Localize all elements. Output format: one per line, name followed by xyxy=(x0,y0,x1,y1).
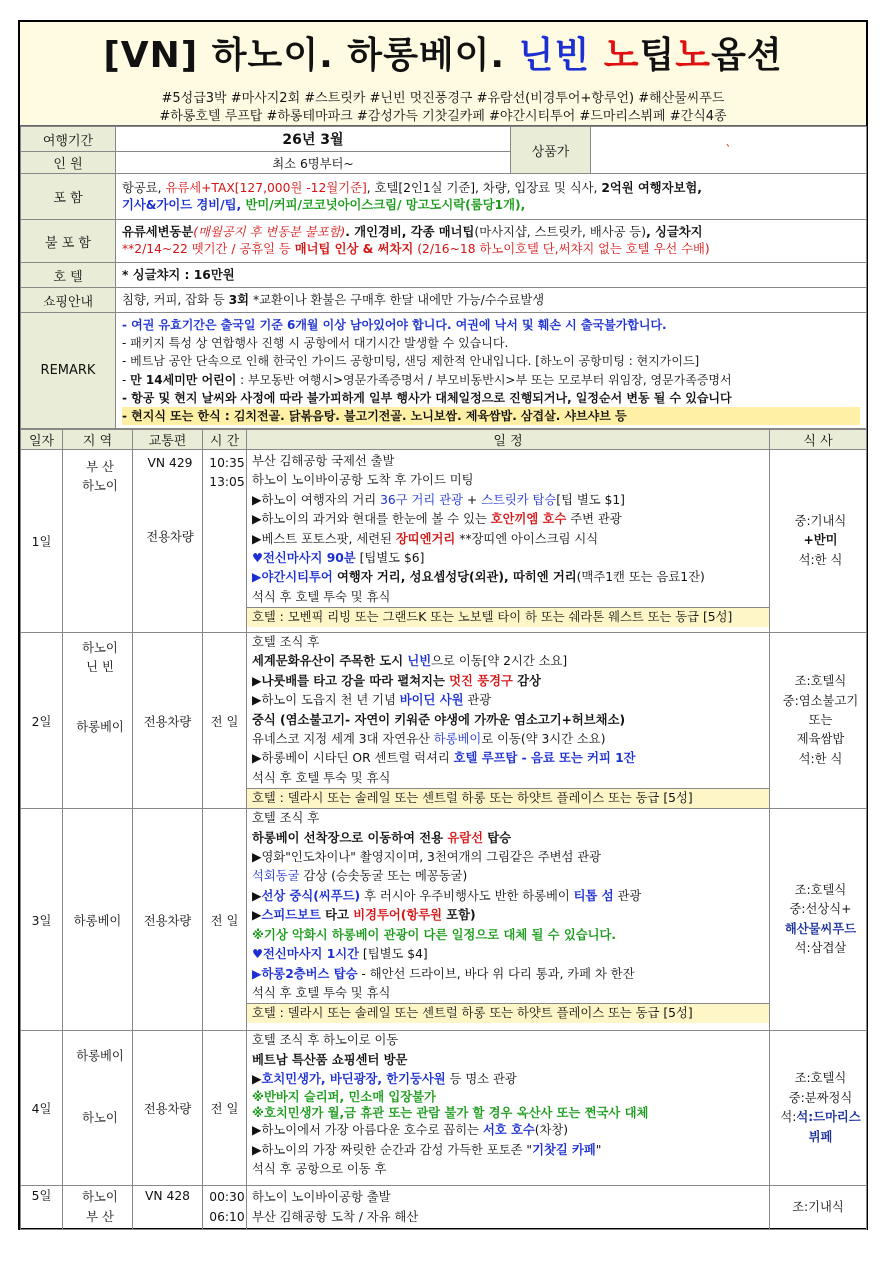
region-cell xyxy=(63,1186,133,1230)
shopping-items: 침향, 커피, 잡화 등 xyxy=(122,292,229,307)
schedule-highlight: 서호 호수 xyxy=(482,1123,535,1138)
exclude-text: . 개인경비, 각종 매너팁 xyxy=(345,225,475,239)
schedule-highlight: ♥전신마사지 1시간 xyxy=(252,947,360,962)
schedule-highlight: 호치민생가, 바딘광장, 한기둥사원 xyxy=(261,1072,446,1087)
title-tip: 팁 xyxy=(639,35,676,76)
dress-code-notice: ※반바지 슬리퍼, 민소매 입장불가 xyxy=(252,1090,436,1105)
col-region: 지 역 xyxy=(63,430,133,450)
include-guide-tip: 기사&가이드 경비/팁, xyxy=(122,197,246,212)
title-part: [VN] 하노이. 하롱베이. xyxy=(103,35,519,76)
schedule-line: 석식 후 호텔 투숙 및 휴식 xyxy=(252,589,391,604)
remark-passport: - 여권 유효기간은 출국일 기준 6개월 이상 남아있어야 합니다. 여권에 낙서 및 훼손 시 출국불가합니다. xyxy=(122,317,667,332)
meal: 조:기내식 xyxy=(770,1186,867,1230)
include-snacks: 반미/커피/코코넛아이스크림/ 망고도시락(룸당1개), xyxy=(245,197,526,212)
exclude-single: , 싱글차지 xyxy=(646,225,703,239)
include-text: 항공료, xyxy=(122,180,166,195)
schedule-text: ▶하노이 여행자의 거리 xyxy=(252,492,381,507)
schedule-highlight: ♥전신마사지 90분 xyxy=(252,551,356,566)
exclude-fuel: 유류세변동분 xyxy=(122,225,194,239)
include-fuel: 유류세+TAX[127,000원 -12월기준] xyxy=(165,180,367,195)
region: 부 산 xyxy=(86,460,114,474)
meal: +반미 xyxy=(803,533,838,548)
region: 하노이 xyxy=(82,479,118,494)
schedule-line: 중식 (염소불고기- 자연이 키워준 야생에 가까운 염소고기+허브채소) xyxy=(252,712,626,727)
schedule-text: - 해안선 드라이브, 바다 위 다리 통과, 카페 차 한잔 xyxy=(357,966,635,981)
schedule-text: 유네스코 지정 세계 3대 자연유산 xyxy=(252,732,434,747)
meal: 중:염소불고기 xyxy=(782,693,859,708)
time-cell xyxy=(203,1186,247,1230)
region: 부 산 xyxy=(86,1209,114,1224)
schedule-text: 하롱베이 선착장으로 이동하여 전용 xyxy=(252,830,448,845)
closure-notice: ※호치민생가 월,금 휴관 또는 관람 불가 할 경우 옥산사 또는 쩐국사 대체 xyxy=(252,1106,649,1121)
region: 하노이 xyxy=(82,1110,118,1125)
schedule-highlight: 유람선 xyxy=(447,830,483,845)
include-value xyxy=(116,174,867,220)
title-space xyxy=(590,35,604,76)
schedule-line: 석식 후 공항으로 이동 후 xyxy=(252,1162,387,1177)
schedule-cell xyxy=(247,1186,770,1230)
weather-notice: ※기상 악화시 하롱베이 관광이 다른 일정으로 대체 될 수 있습니다. xyxy=(252,927,617,942)
remark-waiting: - 패키지 특성 상 연합행사 진행 시 공항에서 대기시간 발생할 수 있습니다. xyxy=(122,336,509,351)
schedule-text: ▶ xyxy=(252,908,262,923)
day-number: 1일 xyxy=(21,450,63,633)
meal-cell xyxy=(770,633,867,809)
col-day: 일자 xyxy=(21,430,63,450)
col-meal: 식 사 xyxy=(770,430,867,450)
exclude-label: 불 포 함 xyxy=(21,220,116,263)
schedule-highlight: 호안끼엠 호수 xyxy=(490,512,567,527)
region: 하노이 xyxy=(82,641,118,655)
schedule-text: ▶하노이에서 가장 아름다운 호수로 꼽히는 xyxy=(252,1123,483,1138)
exclude-surcharge: 매너팁 인상 & 써차지 xyxy=(294,242,414,256)
price-label: 상품가 xyxy=(511,127,591,174)
meal: 중:분짜정식 xyxy=(788,1090,853,1105)
shopping-label: 쇼핑안내 xyxy=(21,288,116,313)
schedule-highlight: 석회동굴 xyxy=(252,869,300,884)
schedule-highlight: ▶야간시티투어 xyxy=(252,570,333,585)
transport: 전용차량 xyxy=(133,1031,203,1186)
schedule-text: 으로 이동[약 2시간 소요] xyxy=(431,654,568,669)
schedule-text: 주변 관광 xyxy=(566,512,622,527)
meal: 중:선상식+ xyxy=(789,902,852,917)
hotel-line: 호텔 : 델라시 또는 솔레일 또는 센트럴 하롱 또는 하얏트 플레이스 또는 동급 [5성] xyxy=(247,788,769,808)
remark-child-docs: : 부모동반 여행시>영문가족증명서 / 부모비동반시>부 또는 모로부터 위임장, 영문가족증명서 xyxy=(236,372,732,387)
schedule-text: ▶ xyxy=(252,888,262,903)
schedule-highlight: 호텔 루프탑 - 음료 또는 커피 1잔 xyxy=(453,751,636,766)
schedule-text: ▶ xyxy=(252,1072,262,1087)
schedule-text: 후 러시아 우주비행사도 반한 하롱베이 xyxy=(360,888,574,903)
schedule-highlight: 티톱 섬 xyxy=(573,888,614,903)
title-ninh-binh: 닌빈 xyxy=(518,35,591,76)
meal: 조:호텔식 xyxy=(794,674,847,689)
exclude-holiday: **2/14~22 뗏기간 / 공휴일 등 xyxy=(122,242,295,256)
time: 10:35 xyxy=(209,456,245,470)
time: 13:05 xyxy=(209,475,245,490)
title-no-1: 노 xyxy=(603,35,640,76)
day-row xyxy=(21,1031,867,1186)
schedule-text: " xyxy=(595,1142,602,1157)
shopping-count: 3회 xyxy=(228,292,250,307)
time-cell xyxy=(203,450,247,633)
schedule-text: [팁별도 $6] xyxy=(355,551,425,566)
hashtag-line-2: #하롱호텔 루프탑 #하롱테마파크 #감성가득 기찻길카페 #야간시티투어 #드마리스뷔페 #간식4종 xyxy=(159,109,727,124)
schedule-text: ▶하노이의 과거와 현대를 한눈에 볼 수 있는 xyxy=(252,512,491,527)
transport: 전용차량 xyxy=(133,633,203,809)
schedule-cell xyxy=(247,633,770,809)
schedule-line: 호텔 조식 후 xyxy=(252,635,320,649)
schedule-text: (차창) xyxy=(534,1123,569,1138)
meal: 또는 xyxy=(808,712,833,727)
title-no-2: 노 xyxy=(675,35,712,76)
schedule-line: 부산 김해공항 국제선 출발 xyxy=(252,454,395,468)
schedule-text: ▶하노이의 가장 짜릿한 순간과 감성 가득한 포토존 " xyxy=(252,1142,533,1157)
schedule-text: 타고 xyxy=(320,908,354,923)
schedule-highlight: ▶하롱2층버스 탑승 xyxy=(252,966,358,981)
time: 전 일 xyxy=(203,1031,247,1186)
day-row xyxy=(21,1186,867,1230)
region: 하롱베이 xyxy=(76,719,124,734)
schedule-text: ▶나룻배를 타고 강을 따라 펼쳐지는 xyxy=(252,673,450,688)
schedule-highlight: 36구 거리 관광 xyxy=(380,492,463,507)
page-title xyxy=(20,22,866,90)
col-time: 시 간 xyxy=(203,430,247,450)
exclude-hotel-note: (2/16~18 하노이호텔 단,써챠지 없는 호텔 우선 수배) xyxy=(413,242,710,256)
hotel-label: 호 텔 xyxy=(21,263,116,288)
schedule-highlight: 선상 중식(씨푸드) xyxy=(261,888,361,903)
schedule-highlight: 스피드보트 xyxy=(261,908,321,923)
exclude-value xyxy=(116,220,867,263)
meal: 뷔페 xyxy=(808,1129,833,1144)
region: 하노이 xyxy=(82,1190,118,1205)
hotel-line: 호텔 : 모벤픽 리빙 또는 그랜드K 또는 노보텔 타이 하 또는 쉐라톤 웨스트 또는 동급 [5성] xyxy=(247,607,769,627)
remark-child-dash: - xyxy=(122,372,131,387)
schedule-cell xyxy=(247,450,770,633)
period-value: 26년 3월 xyxy=(116,127,511,152)
day-number: 4일 xyxy=(21,1031,63,1186)
schedule-line: 하노이 노이바이공항 출발 xyxy=(252,1190,391,1205)
remark-guide: - 베트남 공안 단속으로 인해 한국인 가이드 공항미팅, 샌딩 제한적 안내입니다. [하노이 공항미팅 : 현지가이드] xyxy=(122,354,700,369)
schedule-text: (맥주1캔 또는 음료1잔) xyxy=(576,570,705,585)
schedule-line: 부산 김해공항 도착 / 자유 해산 xyxy=(252,1209,419,1224)
include-text: , 호텔[2인1실 기준], 차량, 입장료 및 식사, xyxy=(366,180,602,195)
include-insurance: 2억원 여행자보험, xyxy=(601,180,702,195)
schedule-cell xyxy=(247,1031,770,1186)
schedule-highlight: 하롱베이 xyxy=(433,732,482,747)
schedule-line: ▶영화"인도차이나" 촬영지이며, 3천여개의 그림같은 주변섬 관광 xyxy=(252,850,602,865)
schedule-text: 감상 (승솟동굴 또는 메꽁동굴) xyxy=(299,869,468,884)
day-number: 5일 xyxy=(21,1186,63,1230)
schedule-text: ▶하롱베이 시타딘 OR 센트럴 럭셔리 xyxy=(252,751,454,766)
meal: 중:기내식 xyxy=(794,513,847,528)
meal: 석:한 식 xyxy=(798,751,843,766)
meal: 석:한 식 xyxy=(798,552,843,567)
remark-label: REMARK xyxy=(21,313,116,429)
col-schedule: 일 정 xyxy=(247,430,770,450)
meal: 조:호텔식 xyxy=(794,882,847,897)
schedule-text: 로 이동(약 3시간 소요) xyxy=(481,732,606,747)
title-option: 옵션 xyxy=(711,35,783,76)
schedule-line: 호텔 조식 후 xyxy=(252,811,320,826)
shopping-value xyxy=(116,288,867,313)
schedule-text: [팁 별도 $1] xyxy=(556,492,625,507)
transport: 전용차량 xyxy=(133,809,203,1031)
include-label: 포 함 xyxy=(21,174,116,220)
price-value: ` xyxy=(591,127,867,174)
remark-meals: - 현지식 또는 한식 : 김치전골. 닭볶음탕. 불고기전골. 노니보쌈. 제육쌈밥. 삼겹살. 샤브샤브 등 xyxy=(122,407,860,425)
schedule-text: 감상 xyxy=(512,673,541,688)
flight-number: VN 429 xyxy=(147,456,193,470)
schedule-line: 하노이 노이바이공항 도착 후 가이드 미팅 xyxy=(252,473,474,488)
remark-value xyxy=(116,313,867,429)
schedule-text: 관광 xyxy=(463,693,492,708)
remark-schedule-change: - 항공 및 현지 날씨와 사정에 따라 불가피하게 일부 행사가 대체일정으로 진행되거나, 일정순서 변동 될 수 있습니다 xyxy=(122,390,732,405)
exclude-note: (매월공지 후 변동분 불포함) xyxy=(193,225,346,239)
transport: 전용차량 xyxy=(146,530,194,545)
hashtag-line-1: #5성급3박 #마사지2회 #스트릿카 #닌빈 멋진풍경구 #유람선(비경투어+항루언) #해산물씨푸드 xyxy=(161,91,725,106)
time: 00:30 xyxy=(209,1190,245,1205)
schedule-line: 석식 후 호텔 투숙 및 휴식 xyxy=(252,770,391,785)
schedule-text: ▶하노이 도읍지 천 년 기념 xyxy=(252,693,400,708)
schedule-text: 포함) xyxy=(441,908,476,923)
region-cell xyxy=(63,1031,133,1186)
header xyxy=(20,22,866,126)
region: 닌 빈 xyxy=(86,660,114,675)
schedule-text: 등 명소 관광 xyxy=(445,1072,517,1087)
meal: 해산물씨푸드 xyxy=(784,921,857,936)
schedule-highlight: 바이딘 사원 xyxy=(399,693,464,708)
schedule-text: ▶베스트 포토스팟, 세련된 xyxy=(252,531,396,546)
time: 06:10 xyxy=(209,1209,245,1224)
schedule-text: 탑승 xyxy=(482,830,511,845)
schedule-highlight: 스트릿카 탑승 xyxy=(481,492,557,507)
schedule-highlight: 멋진 풍경구 xyxy=(449,673,513,688)
meal-cell xyxy=(770,809,867,1031)
remark-child-title: 만 14세미만 어린이 xyxy=(130,372,237,387)
day-number: 3일 xyxy=(21,809,63,1031)
schedule-text: **장띠엔 아이스크림 시식 xyxy=(455,531,599,546)
meal-cell: 조:호텔식 중:분짜정식 석:석:드마리스 뷔페 xyxy=(770,1031,867,1186)
meal: 석:드마리스 xyxy=(796,1110,861,1125)
region: 하롱베이 xyxy=(63,809,133,1031)
info-table xyxy=(20,126,867,429)
schedule-highlight: 비경투어(항루원 xyxy=(353,908,442,923)
col-transport: 교통편 xyxy=(133,430,203,450)
time: 전 일 xyxy=(203,633,247,809)
exclude-tip-detail: (마사지샵, 스트릿카, 배사공 등) xyxy=(474,225,647,239)
schedule-line: 호텔 조식 후 하노이로 이동 xyxy=(252,1033,399,1048)
transport-cell xyxy=(133,450,203,633)
schedule-line: 석식 후 호텔 투숙 및 휴식 xyxy=(252,985,391,1000)
shopping-note: *교환이나 환불은 구매후 한달 내에만 가능/수수료발생 xyxy=(249,292,545,307)
people-label: 인 원 xyxy=(21,152,116,174)
schedule-text: 관광 xyxy=(613,888,642,903)
region: 하롱베이 xyxy=(76,1049,124,1064)
schedule-highlight: 장띠엔거리 xyxy=(395,531,456,546)
schedule-highlight: 기찻길 카페 xyxy=(532,1142,596,1157)
region-cell xyxy=(63,633,133,809)
day-row xyxy=(21,450,867,633)
flight-number: VN 428 xyxy=(133,1186,203,1230)
schedule-highlight: 닌빈 xyxy=(407,654,432,669)
meal: 제육쌈밥 xyxy=(796,732,845,747)
schedule-text: + xyxy=(462,492,482,507)
hotel-line: 호텔 : 델라시 또는 솔레일 또는 센트럴 하롱 또는 하얏트 플레이스 또는 동급 [5성] xyxy=(247,1003,769,1023)
schedule-line: 베트남 특산품 쇼핑센터 방문 xyxy=(252,1052,408,1067)
period-label: 여행기간 xyxy=(21,127,116,152)
schedule-text: [팁별도 $4] xyxy=(359,947,428,962)
itinerary-sheet xyxy=(18,20,868,1230)
hotel-value: * 싱글챠지 : 16만원 xyxy=(116,263,867,288)
time: 전 일 xyxy=(203,809,247,1031)
schedule-cell xyxy=(247,809,770,1031)
schedule-text: 여행자 거리, 성요셉성당(외관), 따히엔 거리 xyxy=(332,570,577,585)
region-cell xyxy=(63,450,133,633)
schedule-text: 세계문화유산이 주목한 도시 xyxy=(252,654,408,669)
meal: 조:호텔식 xyxy=(794,1071,847,1086)
day-row xyxy=(21,633,867,809)
meal: 석:삼겹살 xyxy=(794,941,847,956)
people-value: 최소 6명부터~ xyxy=(116,152,511,174)
itinerary-table xyxy=(20,429,867,1230)
meal-cell xyxy=(770,450,867,633)
day-row xyxy=(21,809,867,1031)
day-number: 2일 xyxy=(21,633,63,809)
